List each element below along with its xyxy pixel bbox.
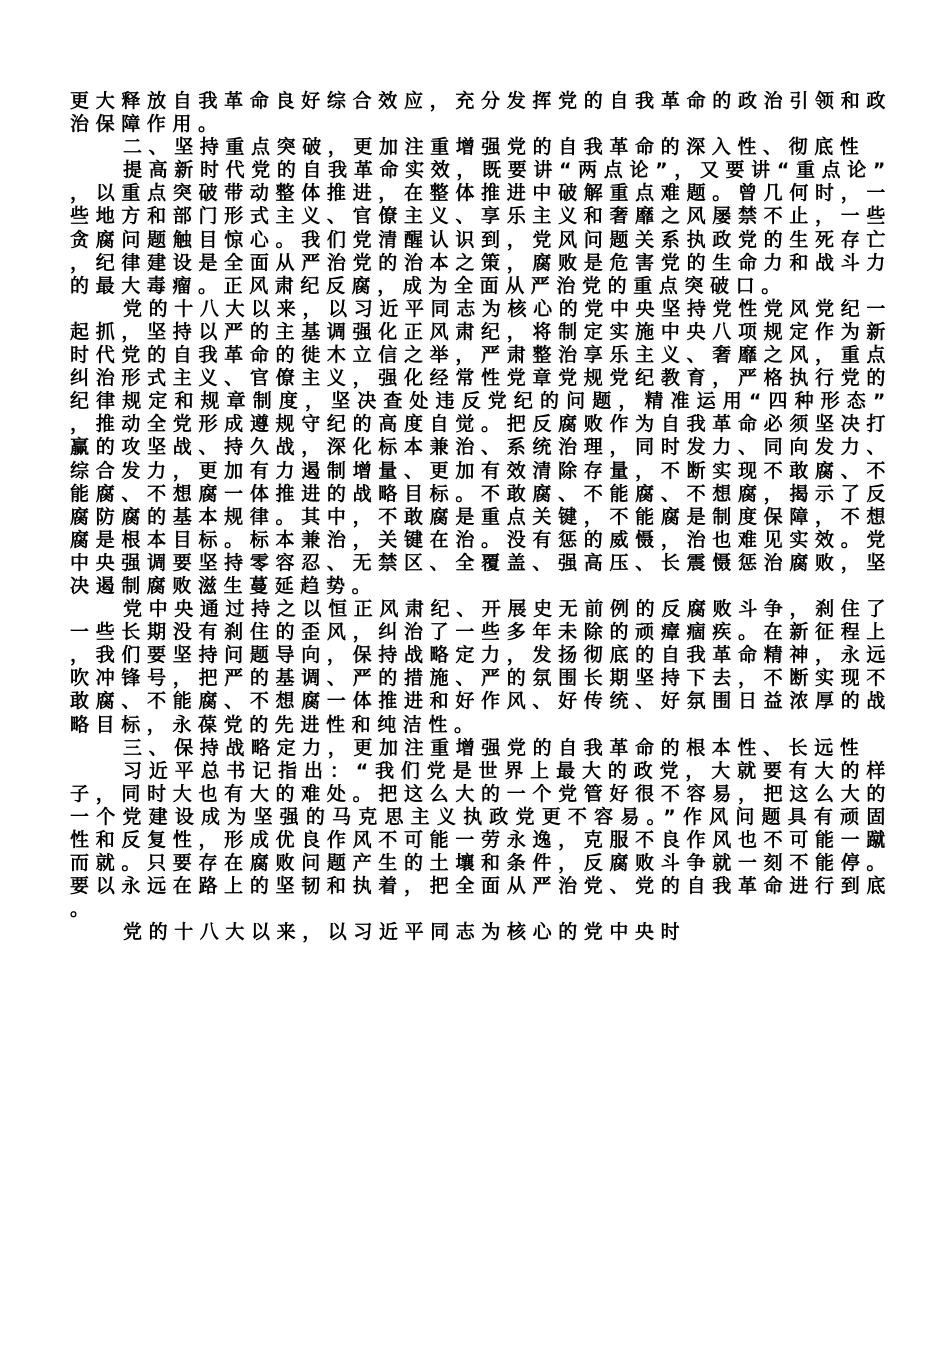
paragraph-since-18th-congress: 党的十八大以来，以习近平同志为核心的党中央坚持党性党风党纪一起抓，坚持以严的主基调强化正风肃纪，将制定实施中央八项规定作为新时代党的自我革命的徙木立信之举，严肃整治享乐主义、奢靡之风，重点纠治形式主义、官僚主义，强化经常性党章党规党纪教育，严格执行党的纪律规定和规章制度，坚决查处违反党纪的问题，精准运用“四种形态”，推动全党形成遵规守纪的高度自觉。把反腐败作为自我革命必须坚决打赢的攻坚战、持久战，深化标本兼治、系统治理，同时发力、同向发力、综合发力，更加有力遏制增量、更加有效清除存量，不断实现不敢腐、不能腐、不想腐一体推进的战略目标。不敢腐、不能腐、不想腐，揭示了反腐防腐的基本规律。其中，不敢腐是重点关键，不能腐是制度保障，不想腐是根本目标。标本兼治，关键在治。没有惩的威慑，治也难见实效。党中央强调要坚持零容忍、无禁区、全覆盖、强高压、长震慑惩治腐败，坚决遏制腐败滋生蔓延趋势。 (70, 297, 892, 597)
paragraph-two-point-theory: 提高新时代党的自我革命实效，既要讲“两点论”，又要讲“重点论”，以重点突破带动整体推进，在整体推进中破解重点难题。曾几何时，一些地方和部门形式主义、官僚主义、享乐主义和奢靡之风屡禁不止，一些贪腐问题触目惊心。我们党清醒认识到，党风问题关系执政党的生死存亡，纪律建设是全面从严治党的治本之策，腐败是危害党的生命力和战斗力的最大毒瘤。正风肃纪反腐，成为全面从严治党的重点突破口。 (70, 159, 892, 297)
paragraph-xi-quote: 习近平总书记指出：“我们党是世界上最大的政党，大就要有大的样子，同时大也有大的难处。把这么大的一个党管好很不容易，把这么大的一个党建设成为坚强的马克思主义执政党更不容易。”作风问题具有顽固性和反复性，形成优良作风不可能一劳永逸，克服不良作风也不可能一蹴而就。只要存在腐败问题产生的土壤和条件，反腐败斗争就一刻不能停。要以永远在路上的坚韧和执着，把全面从严治党、党的自我革命进行到底。 (70, 759, 892, 921)
paragraph-closing-fragment: 党的十八大以来，以习近平同志为核心的党中央时 (123, 921, 687, 944)
paragraph-intro: 更大释放自我革命良好综合效应，充分发挥党的自我革命的政治引领和政治保障作用。 (70, 90, 892, 136)
document-page (70, 90, 892, 944)
section-heading-3: 三、保持战略定力，更加注重增强党的自我革命的根本性、长远性 (123, 736, 866, 759)
section-heading-2: 二、坚持重点突破，更加注重增强党的自我革命的深入性、彻底性 (123, 136, 866, 159)
paragraph-anti-corruption-struggle: 党中央通过持之以恒正风肃纪、开展史无前例的反腐败斗争，刹住了一些长期没有刹住的歪风，纠治了一些多年未除的顽瘴痼疾。在新征程上，我们要坚持问题导向，保持战略定力，发扬彻底的自我革命精神，永远吹冲锋号，把严的基调、严的措施、严的氛围长期坚持下去，不断实现不敢腐、不能腐、不想腐一体推进和好作风、好传统、好氛围日益浓厚的战略目标，永葆党的先进性和纯洁性。 (70, 598, 892, 736)
